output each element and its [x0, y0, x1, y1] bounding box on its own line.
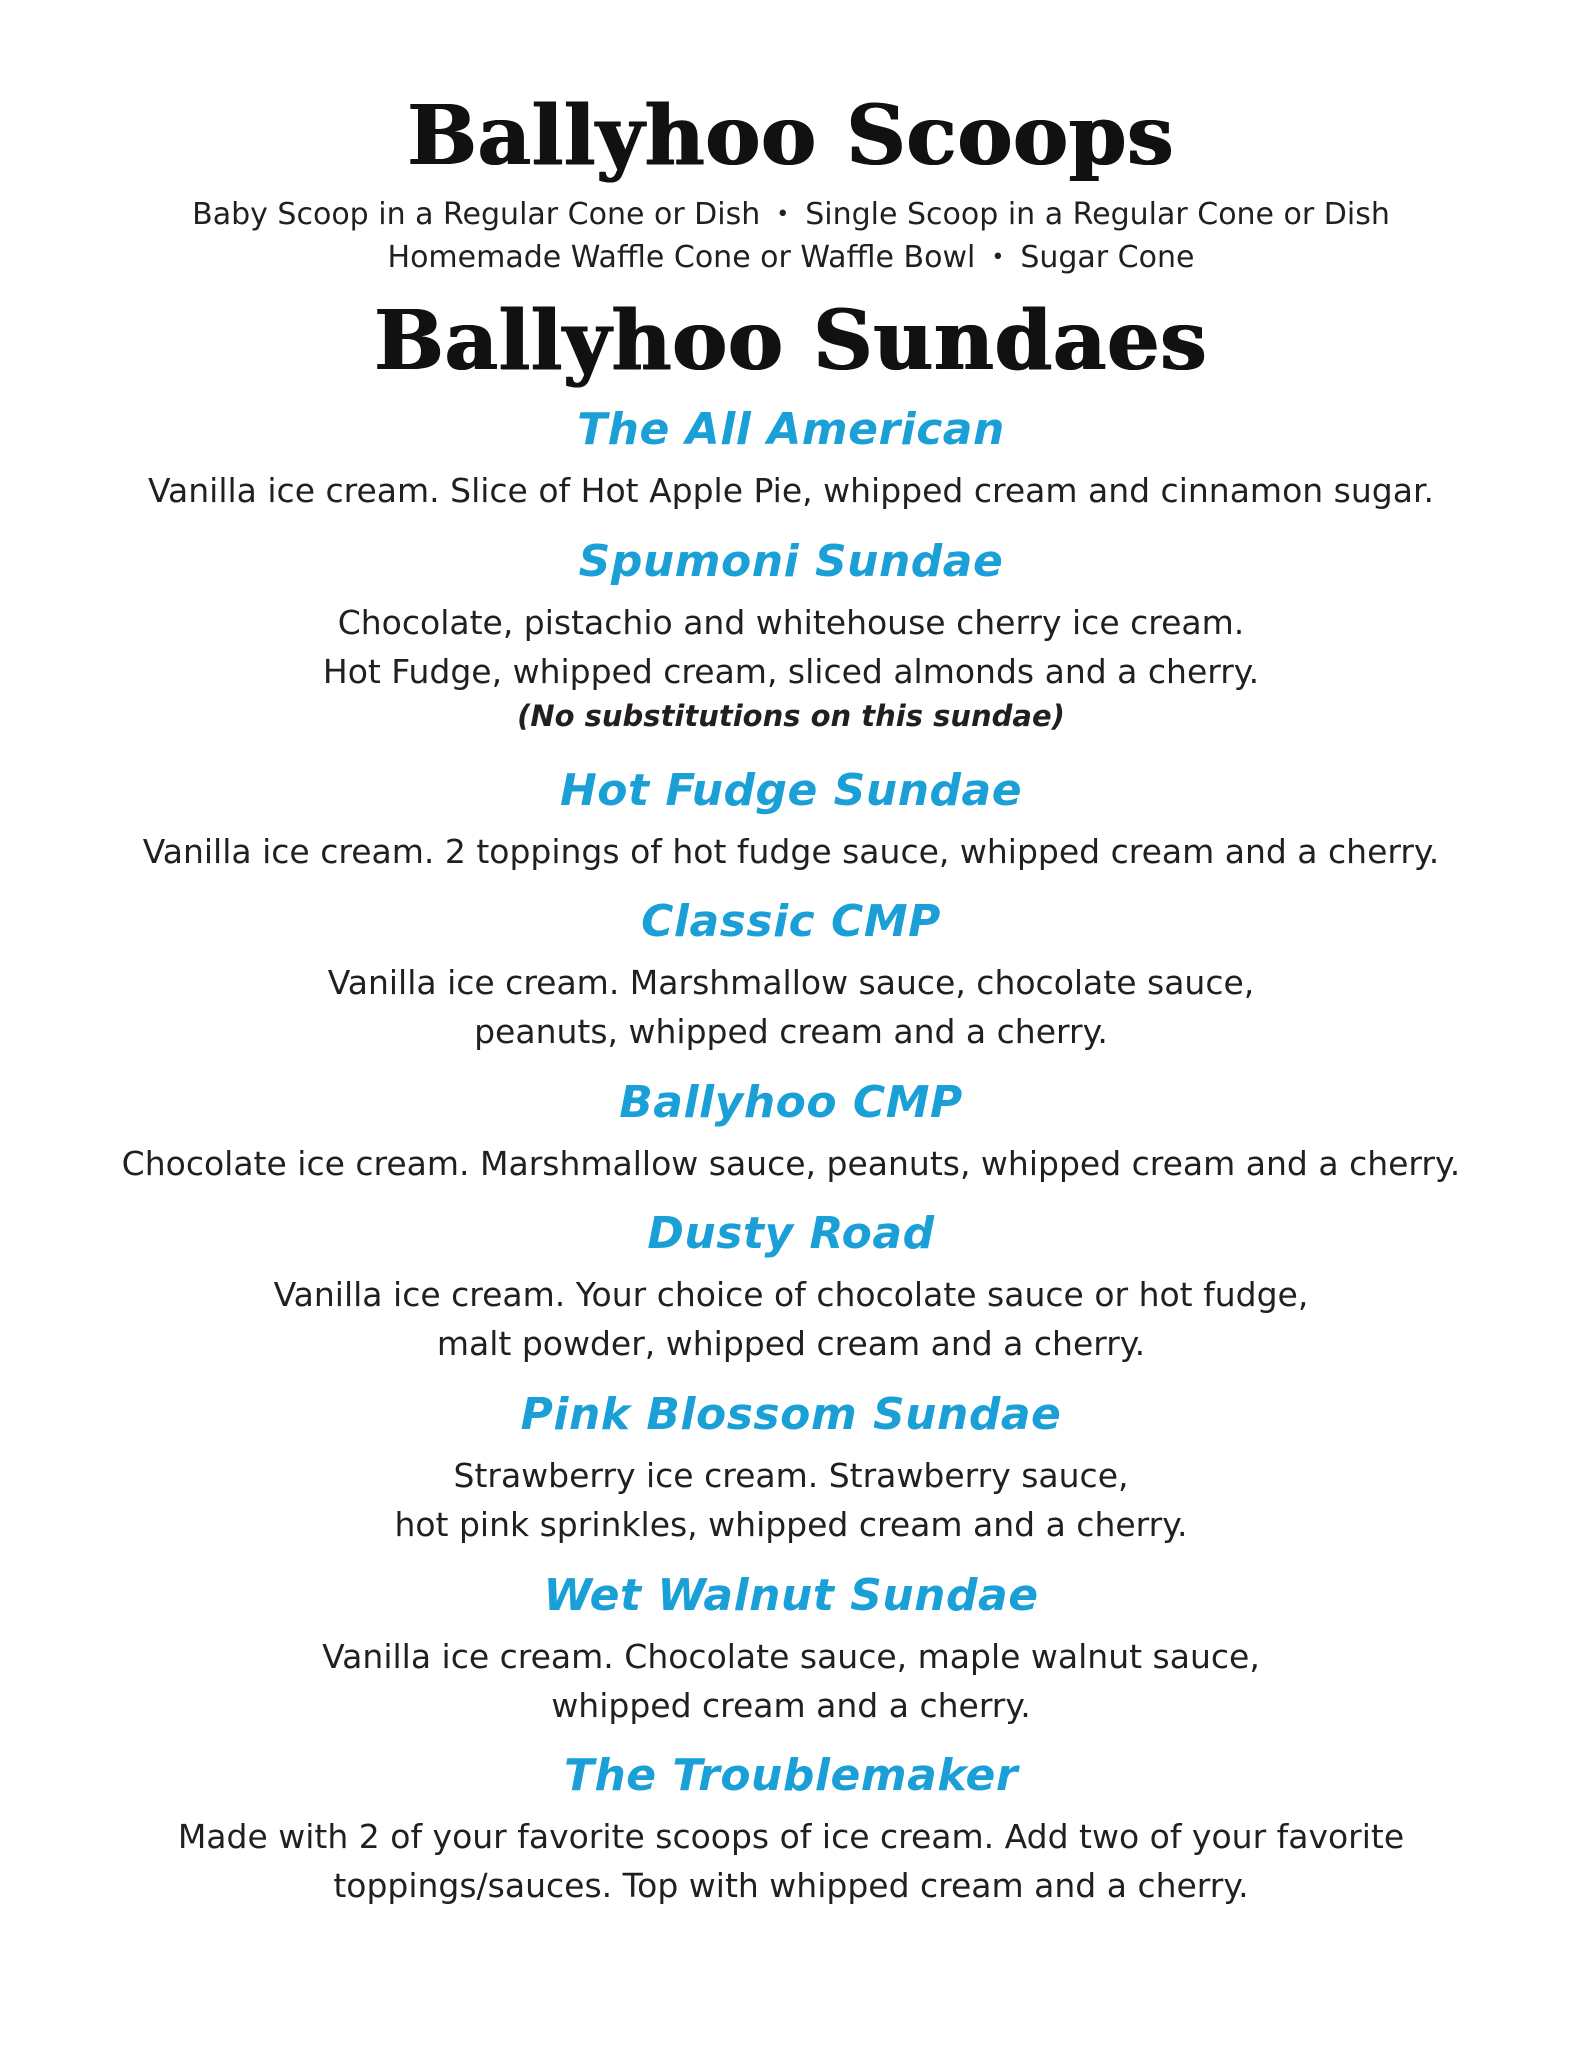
scoop-options-line-2	[0, 240, 1582, 275]
bullet-separator: •	[776, 202, 790, 227]
sundae-note: (No substitutions on this sundae)	[517, 699, 1065, 733]
sundae-description: Vanilla ice cream. Slice of Hot Apple Pie, whipped cream and cinnamon sugar.	[148, 471, 1434, 510]
scoop-option: Homemade Waffle Cone or Waffle Bowl	[387, 240, 976, 275]
sundae-description: Chocolate, pistachio and whitehouse cherry ice cream.	[337, 603, 1245, 642]
sundae-description: Strawberry ice cream. Strawberry sauce,	[453, 1456, 1129, 1495]
sundae-name: Spumoni Sundae	[578, 536, 1004, 587]
sundae-item-all-american	[0, 404, 1582, 515]
sundae-name: Hot Fudge Sundae	[559, 765, 1023, 816]
sundae-description: Vanilla ice cream. Marshmallow sauce, chocolate sauce,	[327, 963, 1255, 1002]
sundae-name: Wet Walnut Sundae	[543, 1570, 1039, 1621]
sundae-description: toppings/sauces. Top with whipped cream and a cherry.	[333, 1866, 1249, 1905]
sundaes-title: Ballyhoo Sundaes	[374, 293, 1208, 389]
sundae-description: Chocolate ice cream. Marshmallow sauce, peanuts, whipped cream and a cherry.	[121, 1144, 1461, 1183]
sundae-item-ballyhoo-cmp	[0, 1077, 1582, 1188]
sundae-description: peanuts, whipped cream and a cherry.	[474, 1012, 1108, 1051]
scoop-option: Single Scoop in a Regular Cone or Dish	[805, 197, 1390, 232]
sundae-description: Vanilla ice cream. Your choice of chocolate sauce or hot fudge,	[273, 1275, 1309, 1314]
sundae-name: Dusty Road	[647, 1208, 935, 1259]
sundae-item-dusty-road	[0, 1208, 1582, 1368]
sundae-name: Pink Blossom Sundae	[520, 1389, 1062, 1440]
sundae-item-hot-fudge	[0, 765, 1582, 876]
sundae-description: Vanilla ice cream. Chocolate sauce, maple walnut sauce,	[322, 1637, 1260, 1676]
sundae-item-wet-walnut	[0, 1570, 1582, 1730]
sundae-name: Classic CMP	[641, 896, 941, 947]
sundae-item-classic-cmp	[0, 896, 1582, 1056]
sundae-description: hot pink sprinkles, whipped cream and a cherry.	[394, 1505, 1188, 1544]
sundae-item-pink-blossom	[0, 1389, 1582, 1549]
sundae-description: Vanilla ice cream. 2 toppings of hot fudge sauce, whipped cream and a cherry.	[142, 832, 1440, 871]
sundae-description: whipped cream and a cherry.	[551, 1686, 1031, 1725]
sundae-item-spumoni	[0, 536, 1582, 736]
scoop-option: Baby Scoop in a Regular Cone or Dish	[192, 197, 761, 232]
scoops-title: Ballyhoo Scoops	[407, 88, 1175, 184]
sundae-description: Made with 2 of your favorite scoops of ice cream. Add two of your favorite	[177, 1817, 1405, 1856]
bullet-separator: •	[991, 245, 1005, 270]
sundae-name: The All American	[577, 404, 1005, 455]
scoop-options-line-1	[0, 197, 1582, 232]
scoop-option: Sugar Cone	[1020, 240, 1195, 275]
sundae-description: malt powder, whipped cream and a cherry.	[436, 1324, 1146, 1363]
sundae-description: Hot Fudge, whipped cream, sliced almonds and a cherry.	[322, 652, 1260, 691]
sundae-name: Ballyhoo CMP	[619, 1077, 963, 1128]
sundae-item-troublemaker	[0, 1750, 1582, 1910]
sundae-name: The Troublemaker	[563, 1750, 1019, 1801]
